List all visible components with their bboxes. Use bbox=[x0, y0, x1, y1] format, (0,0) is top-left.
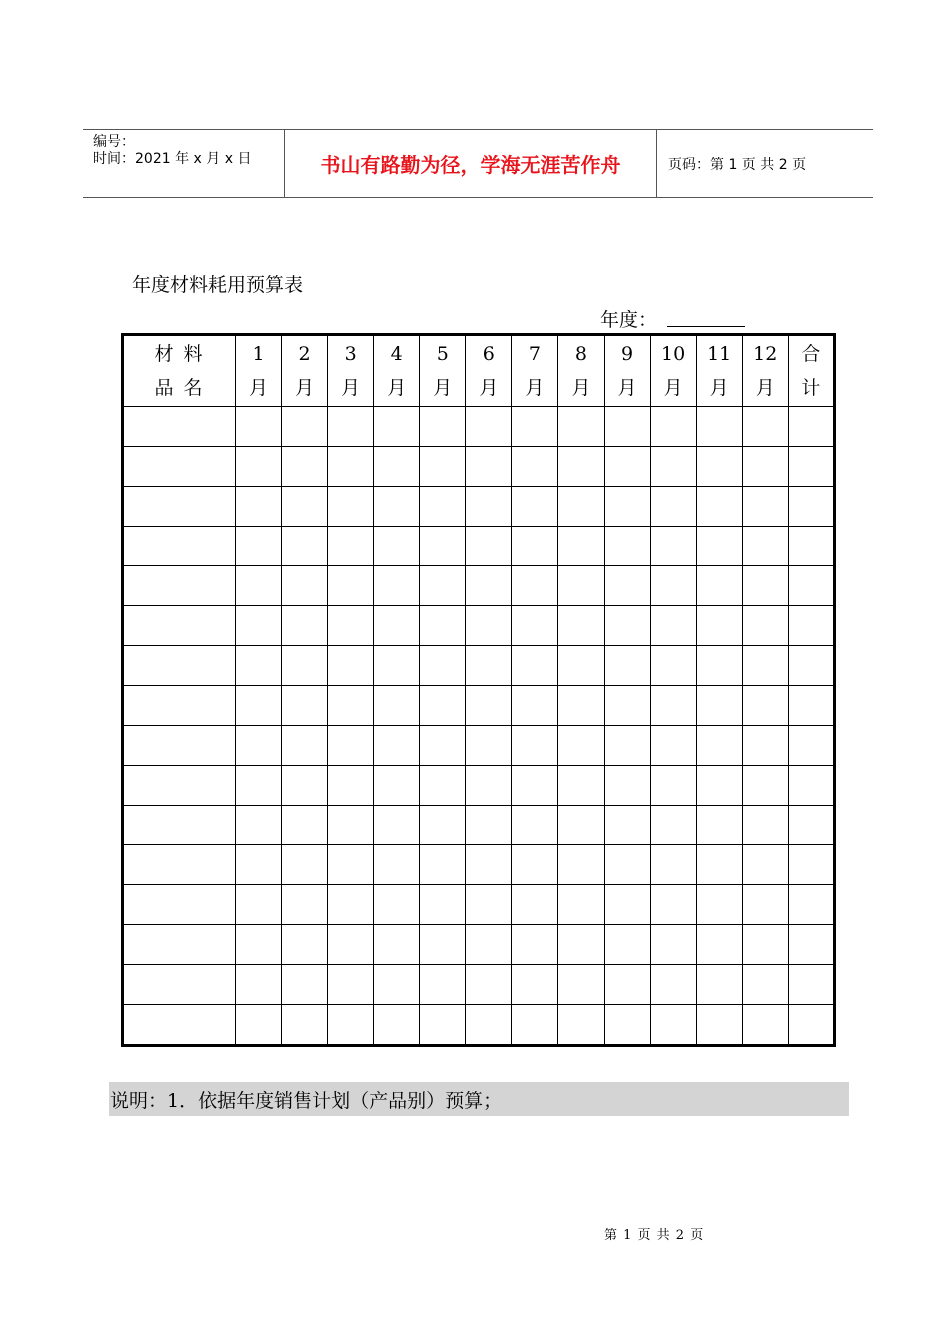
month-cell[interactable] bbox=[650, 885, 696, 925]
material-name-cell[interactable] bbox=[123, 765, 236, 805]
total-cell[interactable] bbox=[788, 646, 834, 686]
total-cell[interactable] bbox=[788, 765, 834, 805]
month-cell[interactable] bbox=[466, 526, 512, 566]
month-cell[interactable] bbox=[742, 566, 788, 606]
column-header-line1: 9 bbox=[620, 343, 634, 365]
month-cell[interactable] bbox=[696, 686, 742, 726]
column-header-material bbox=[123, 335, 236, 407]
month-cell[interactable] bbox=[558, 765, 604, 805]
material-name-cell[interactable] bbox=[123, 885, 236, 925]
month-cell[interactable] bbox=[236, 925, 282, 965]
month-cell[interactable] bbox=[374, 407, 420, 447]
table-row bbox=[123, 725, 835, 765]
table-row bbox=[123, 1004, 835, 1045]
column-header-line2: 月 bbox=[755, 377, 775, 399]
month-cell[interactable] bbox=[282, 407, 328, 447]
month-cell[interactable] bbox=[604, 725, 650, 765]
table-header-row bbox=[123, 335, 835, 407]
month-cell[interactable] bbox=[650, 765, 696, 805]
month-cell[interactable] bbox=[466, 765, 512, 805]
month-cell[interactable] bbox=[650, 407, 696, 447]
month-cell[interactable] bbox=[466, 1004, 512, 1045]
month-cell[interactable] bbox=[236, 446, 282, 486]
table-row bbox=[123, 646, 835, 686]
motto: 书山有路勤为径，学海无涯苦作舟 bbox=[285, 130, 657, 197]
month-cell[interactable] bbox=[282, 446, 328, 486]
month-cell[interactable] bbox=[420, 686, 466, 726]
material-name-cell[interactable] bbox=[123, 526, 236, 566]
month-cell[interactable] bbox=[604, 965, 650, 1005]
month-cell[interactable] bbox=[650, 925, 696, 965]
month-cell[interactable] bbox=[558, 805, 604, 845]
note-text: 说明：1．依据年度销售计划（产品别）预算； bbox=[109, 1082, 849, 1116]
month-cell[interactable] bbox=[558, 646, 604, 686]
material-name-cell[interactable] bbox=[123, 686, 236, 726]
month-cell[interactable] bbox=[558, 965, 604, 1005]
month-cell[interactable] bbox=[558, 925, 604, 965]
month-cell[interactable] bbox=[696, 486, 742, 526]
month-cell[interactable] bbox=[604, 646, 650, 686]
time-label: 时间：2021 年 x 月 x 日 bbox=[93, 151, 252, 167]
material-name-cell[interactable] bbox=[123, 646, 236, 686]
total-cell[interactable] bbox=[788, 1004, 834, 1045]
month-cell[interactable] bbox=[236, 885, 282, 925]
month-cell[interactable] bbox=[236, 486, 282, 526]
column-header-line2: 月 bbox=[341, 377, 361, 399]
column-header-month-6 bbox=[466, 335, 512, 407]
month-cell[interactable] bbox=[604, 885, 650, 925]
month-cell[interactable] bbox=[742, 526, 788, 566]
month-cell[interactable] bbox=[420, 526, 466, 566]
month-cell[interactable] bbox=[236, 765, 282, 805]
month-cell[interactable] bbox=[650, 486, 696, 526]
column-header-month-1 bbox=[236, 335, 282, 407]
column-header-month-9 bbox=[604, 335, 650, 407]
month-cell[interactable] bbox=[696, 407, 742, 447]
month-cell[interactable] bbox=[282, 725, 328, 765]
month-cell[interactable] bbox=[650, 725, 696, 765]
month-cell[interactable] bbox=[420, 845, 466, 885]
column-header-total bbox=[788, 335, 834, 407]
material-name-cell[interactable] bbox=[123, 606, 236, 646]
month-cell[interactable] bbox=[236, 526, 282, 566]
month-cell[interactable] bbox=[374, 965, 420, 1005]
month-cell[interactable] bbox=[512, 805, 558, 845]
month-cell[interactable] bbox=[558, 885, 604, 925]
page-header bbox=[83, 129, 873, 198]
month-cell[interactable] bbox=[650, 965, 696, 1005]
month-cell[interactable] bbox=[374, 805, 420, 845]
total-cell[interactable] bbox=[788, 885, 834, 925]
month-cell[interactable] bbox=[374, 725, 420, 765]
month-cell[interactable] bbox=[696, 1004, 742, 1045]
month-cell[interactable] bbox=[374, 925, 420, 965]
month-cell[interactable] bbox=[558, 725, 604, 765]
month-cell[interactable] bbox=[742, 686, 788, 726]
column-header-line1: 5 bbox=[436, 343, 449, 365]
month-cell[interactable] bbox=[466, 606, 512, 646]
column-header-month-11 bbox=[696, 335, 742, 407]
month-cell[interactable] bbox=[604, 805, 650, 845]
table-row bbox=[123, 446, 835, 486]
month-cell[interactable] bbox=[512, 885, 558, 925]
year-label: 年度： bbox=[600, 309, 658, 331]
column-header-month-3 bbox=[328, 335, 374, 407]
column-header-line2: 月 bbox=[479, 377, 499, 399]
month-cell[interactable] bbox=[696, 885, 742, 925]
month-cell[interactable] bbox=[328, 965, 374, 1005]
column-header-line2: 月 bbox=[525, 377, 545, 399]
month-cell[interactable] bbox=[236, 566, 282, 606]
month-cell[interactable] bbox=[604, 845, 650, 885]
month-cell[interactable] bbox=[558, 526, 604, 566]
material-name-cell[interactable] bbox=[123, 566, 236, 606]
month-cell[interactable] bbox=[742, 965, 788, 1005]
month-cell[interactable] bbox=[696, 765, 742, 805]
total-cell[interactable] bbox=[788, 407, 834, 447]
table-row bbox=[123, 965, 835, 1005]
month-cell[interactable] bbox=[512, 1004, 558, 1045]
month-cell[interactable] bbox=[420, 1004, 466, 1045]
month-cell[interactable] bbox=[604, 1004, 650, 1045]
month-cell[interactable] bbox=[374, 606, 420, 646]
month-cell[interactable] bbox=[466, 925, 512, 965]
month-cell[interactable] bbox=[466, 446, 512, 486]
month-cell[interactable] bbox=[328, 646, 374, 686]
month-cell[interactable] bbox=[374, 686, 420, 726]
total-cell[interactable] bbox=[788, 805, 834, 845]
material-name-cell[interactable] bbox=[123, 446, 236, 486]
month-cell[interactable] bbox=[512, 686, 558, 726]
month-cell[interactable] bbox=[650, 845, 696, 885]
table-row bbox=[123, 566, 835, 606]
column-header-line2: 月 bbox=[709, 377, 729, 399]
month-cell[interactable] bbox=[466, 646, 512, 686]
material-name-cell[interactable] bbox=[123, 407, 236, 447]
month-cell[interactable] bbox=[558, 845, 604, 885]
month-cell[interactable] bbox=[282, 925, 328, 965]
total-cell[interactable] bbox=[788, 845, 834, 885]
month-cell[interactable] bbox=[742, 646, 788, 686]
month-cell[interactable] bbox=[696, 965, 742, 1005]
month-cell[interactable] bbox=[742, 805, 788, 845]
column-header-line1: 6 bbox=[482, 343, 495, 365]
month-cell[interactable] bbox=[742, 486, 788, 526]
month-cell[interactable] bbox=[742, 446, 788, 486]
month-cell[interactable] bbox=[420, 646, 466, 686]
material-name-cell[interactable] bbox=[123, 845, 236, 885]
month-cell[interactable] bbox=[650, 646, 696, 686]
column-header-line2: 月 bbox=[249, 377, 269, 399]
month-cell[interactable] bbox=[696, 805, 742, 845]
month-cell[interactable] bbox=[466, 566, 512, 606]
number-label: 编号： bbox=[93, 134, 135, 150]
month-cell[interactable] bbox=[236, 725, 282, 765]
column-header-line1: 2 bbox=[298, 343, 311, 365]
month-cell[interactable] bbox=[604, 526, 650, 566]
material-name-cell[interactable] bbox=[123, 486, 236, 526]
month-cell[interactable] bbox=[650, 1004, 696, 1045]
column-header-month-7 bbox=[512, 335, 558, 407]
month-cell[interactable] bbox=[650, 526, 696, 566]
month-cell[interactable] bbox=[328, 845, 374, 885]
month-cell[interactable] bbox=[466, 725, 512, 765]
month-cell[interactable] bbox=[512, 566, 558, 606]
month-cell[interactable] bbox=[558, 1004, 604, 1045]
month-cell[interactable] bbox=[282, 526, 328, 566]
month-cell[interactable] bbox=[420, 725, 466, 765]
month-cell[interactable] bbox=[374, 486, 420, 526]
column-header-line2: 月 bbox=[433, 377, 453, 399]
column-header-month-12 bbox=[742, 335, 788, 407]
month-cell[interactable] bbox=[696, 606, 742, 646]
column-header-line1: 1 bbox=[252, 343, 265, 365]
column-header-line1: 10 bbox=[661, 343, 686, 365]
month-cell[interactable] bbox=[742, 407, 788, 447]
month-cell[interactable] bbox=[236, 965, 282, 1005]
month-cell[interactable] bbox=[374, 885, 420, 925]
month-cell[interactable] bbox=[650, 606, 696, 646]
month-cell[interactable] bbox=[696, 725, 742, 765]
month-cell[interactable] bbox=[604, 765, 650, 805]
page-footer: 第 1 页 共 2 页 bbox=[604, 1228, 705, 1243]
page-info: 页码：第 1 页 共 2 页 bbox=[668, 156, 807, 173]
column-header-line1: 合 bbox=[801, 343, 821, 365]
month-cell[interactable] bbox=[282, 965, 328, 1005]
month-cell[interactable] bbox=[328, 805, 374, 845]
month-cell[interactable] bbox=[282, 646, 328, 686]
material-name-cell[interactable] bbox=[123, 1004, 236, 1045]
month-cell[interactable] bbox=[558, 446, 604, 486]
month-cell[interactable] bbox=[558, 486, 604, 526]
month-cell[interactable] bbox=[558, 566, 604, 606]
material-name-cell[interactable] bbox=[123, 965, 236, 1005]
month-cell[interactable] bbox=[420, 805, 466, 845]
table-row bbox=[123, 526, 835, 566]
month-cell[interactable] bbox=[604, 686, 650, 726]
column-header-month-5 bbox=[420, 335, 466, 407]
table-row bbox=[123, 606, 835, 646]
month-cell[interactable] bbox=[374, 526, 420, 566]
table-row bbox=[123, 686, 835, 726]
column-header-line1: 11 bbox=[707, 343, 732, 365]
month-cell[interactable] bbox=[696, 925, 742, 965]
month-cell[interactable] bbox=[558, 606, 604, 646]
month-cell[interactable] bbox=[512, 446, 558, 486]
month-cell[interactable] bbox=[328, 1004, 374, 1045]
month-cell[interactable] bbox=[742, 925, 788, 965]
month-cell[interactable] bbox=[420, 407, 466, 447]
month-cell[interactable] bbox=[742, 1004, 788, 1045]
month-cell[interactable] bbox=[466, 885, 512, 925]
month-cell[interactable] bbox=[420, 566, 466, 606]
month-cell[interactable] bbox=[466, 805, 512, 845]
column-header-line1: 3 bbox=[344, 343, 357, 365]
month-cell[interactable] bbox=[696, 446, 742, 486]
month-cell[interactable] bbox=[282, 845, 328, 885]
column-header-line1: 12 bbox=[753, 343, 778, 365]
month-cell[interactable] bbox=[328, 765, 374, 805]
total-cell[interactable] bbox=[788, 446, 834, 486]
column-header-line1: 8 bbox=[574, 343, 588, 365]
month-cell[interactable] bbox=[328, 606, 374, 646]
month-cell[interactable] bbox=[466, 845, 512, 885]
document-title: 年度材料耗用预算表 bbox=[132, 274, 304, 296]
total-cell[interactable] bbox=[788, 486, 834, 526]
total-cell[interactable] bbox=[788, 925, 834, 965]
material-name-cell[interactable] bbox=[123, 925, 236, 965]
header-meta bbox=[83, 130, 285, 197]
month-cell[interactable] bbox=[742, 765, 788, 805]
material-name-cell[interactable] bbox=[123, 725, 236, 765]
month-cell[interactable] bbox=[282, 1004, 328, 1045]
month-cell[interactable] bbox=[466, 686, 512, 726]
month-cell[interactable] bbox=[420, 885, 466, 925]
month-cell[interactable] bbox=[328, 725, 374, 765]
column-header-line2: 计 bbox=[801, 377, 821, 399]
month-cell[interactable] bbox=[512, 765, 558, 805]
year-blank-field[interactable] bbox=[667, 326, 745, 327]
month-cell[interactable] bbox=[236, 646, 282, 686]
table-row bbox=[123, 765, 835, 805]
month-cell[interactable] bbox=[328, 925, 374, 965]
column-header-month-10 bbox=[650, 335, 696, 407]
month-cell[interactable] bbox=[466, 486, 512, 526]
month-cell[interactable] bbox=[328, 885, 374, 925]
month-cell[interactable] bbox=[512, 925, 558, 965]
column-header-line2: 月 bbox=[663, 377, 683, 399]
column-header-line2: 月 bbox=[571, 377, 591, 399]
month-cell[interactable] bbox=[328, 566, 374, 606]
column-header-line2: 品名 bbox=[154, 377, 213, 399]
table-row bbox=[123, 925, 835, 965]
month-cell[interactable] bbox=[742, 725, 788, 765]
month-cell[interactable] bbox=[696, 845, 742, 885]
month-cell[interactable] bbox=[650, 805, 696, 845]
month-cell[interactable] bbox=[742, 845, 788, 885]
table-row bbox=[123, 805, 835, 845]
month-cell[interactable] bbox=[558, 407, 604, 447]
month-cell[interactable] bbox=[328, 686, 374, 726]
month-cell[interactable] bbox=[282, 486, 328, 526]
month-cell[interactable] bbox=[374, 845, 420, 885]
month-cell[interactable] bbox=[604, 446, 650, 486]
month-cell[interactable] bbox=[604, 925, 650, 965]
month-cell[interactable] bbox=[558, 686, 604, 726]
budget-table bbox=[121, 333, 836, 1047]
month-cell[interactable] bbox=[512, 725, 558, 765]
month-cell[interactable] bbox=[512, 845, 558, 885]
month-cell[interactable] bbox=[236, 407, 282, 447]
column-header-line1: 7 bbox=[528, 343, 541, 365]
column-header-line2: 月 bbox=[387, 377, 407, 399]
month-cell[interactable] bbox=[328, 446, 374, 486]
table-row bbox=[123, 407, 835, 447]
month-cell[interactable] bbox=[466, 965, 512, 1005]
month-cell[interactable] bbox=[604, 606, 650, 646]
month-cell[interactable] bbox=[420, 486, 466, 526]
month-cell[interactable] bbox=[742, 885, 788, 925]
month-cell[interactable] bbox=[604, 407, 650, 447]
month-cell[interactable] bbox=[420, 925, 466, 965]
month-cell[interactable] bbox=[604, 566, 650, 606]
month-cell[interactable] bbox=[742, 606, 788, 646]
month-cell[interactable] bbox=[374, 566, 420, 606]
column-header-month-8 bbox=[558, 335, 604, 407]
column-header-month-4 bbox=[374, 335, 420, 407]
total-cell[interactable] bbox=[788, 725, 834, 765]
month-cell[interactable] bbox=[420, 446, 466, 486]
month-cell[interactable] bbox=[374, 1004, 420, 1045]
month-cell[interactable] bbox=[374, 446, 420, 486]
month-cell[interactable] bbox=[696, 566, 742, 606]
table-row bbox=[123, 845, 835, 885]
month-cell[interactable] bbox=[236, 805, 282, 845]
month-cell[interactable] bbox=[374, 646, 420, 686]
month-cell[interactable] bbox=[236, 845, 282, 885]
column-header-line1: 4 bbox=[390, 343, 403, 365]
month-cell[interactable] bbox=[328, 486, 374, 526]
material-name-cell[interactable] bbox=[123, 805, 236, 845]
total-cell[interactable] bbox=[788, 686, 834, 726]
column-header-line2: 月 bbox=[295, 377, 315, 399]
month-cell[interactable] bbox=[512, 486, 558, 526]
month-cell[interactable] bbox=[236, 1004, 282, 1045]
total-cell[interactable] bbox=[788, 566, 834, 606]
month-cell[interactable] bbox=[512, 407, 558, 447]
month-cell[interactable] bbox=[696, 526, 742, 566]
month-cell[interactable] bbox=[328, 407, 374, 447]
month-cell[interactable] bbox=[696, 646, 742, 686]
table-row bbox=[123, 486, 835, 526]
month-cell[interactable] bbox=[282, 566, 328, 606]
table-body bbox=[123, 407, 835, 1046]
month-cell[interactable] bbox=[420, 606, 466, 646]
month-cell[interactable] bbox=[236, 606, 282, 646]
month-cell[interactable] bbox=[328, 526, 374, 566]
month-cell[interactable] bbox=[282, 885, 328, 925]
month-cell[interactable] bbox=[282, 765, 328, 805]
column-header-month-2 bbox=[282, 335, 328, 407]
total-cell[interactable] bbox=[788, 965, 834, 1005]
month-cell[interactable] bbox=[282, 805, 328, 845]
column-header-line2: 月 bbox=[617, 377, 637, 399]
month-cell[interactable] bbox=[282, 686, 328, 726]
table-row bbox=[123, 885, 835, 925]
month-cell[interactable] bbox=[512, 526, 558, 566]
month-cell[interactable] bbox=[512, 606, 558, 646]
month-cell[interactable] bbox=[420, 765, 466, 805]
total-cell[interactable] bbox=[788, 526, 834, 566]
month-cell[interactable] bbox=[650, 566, 696, 606]
month-cell[interactable] bbox=[420, 965, 466, 1005]
month-cell[interactable] bbox=[512, 646, 558, 686]
month-cell[interactable] bbox=[512, 965, 558, 1005]
total-cell[interactable] bbox=[788, 606, 834, 646]
month-cell[interactable] bbox=[236, 686, 282, 726]
month-cell[interactable] bbox=[650, 686, 696, 726]
column-header-line1: 材料 bbox=[154, 343, 213, 365]
month-cell[interactable] bbox=[650, 446, 696, 486]
month-cell[interactable] bbox=[374, 765, 420, 805]
month-cell[interactable] bbox=[604, 486, 650, 526]
month-cell[interactable] bbox=[282, 606, 328, 646]
month-cell[interactable] bbox=[466, 407, 512, 447]
